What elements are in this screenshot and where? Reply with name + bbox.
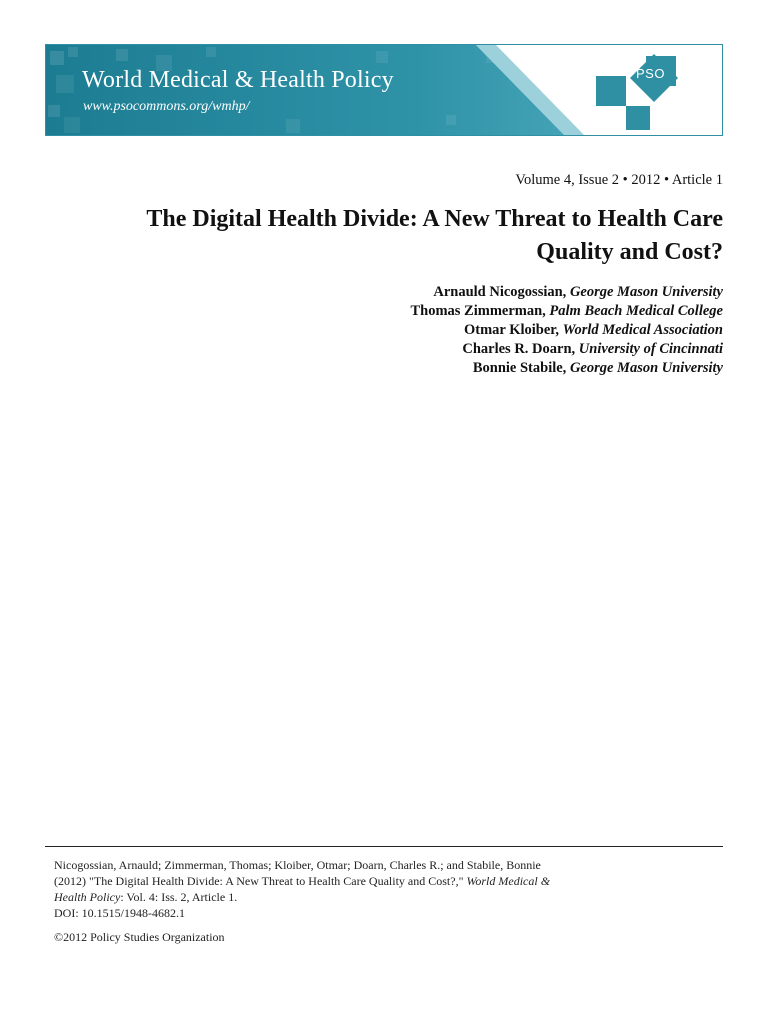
author-affiliation: George Mason University — [569, 360, 723, 376]
author-name: Charles R. Doarn, — [462, 341, 576, 357]
author-name: Otmar Kloiber, — [463, 322, 560, 338]
article-title-line-2: Quality and Cost? — [536, 239, 723, 265]
journal-title: World Medical & Health Policy — [82, 67, 394, 93]
citation-journal-part-2: & Health Policy — [54, 874, 551, 904]
author-entry — [410, 302, 723, 321]
author-entry — [410, 321, 723, 340]
journal-url[interactable]: www.psocommons.org/wmhp/ — [83, 99, 250, 114]
pso-logo-icon — [594, 48, 684, 134]
citation-volume: : Vol. 4: Iss. 2, Article 1. — [120, 890, 238, 904]
author-entry — [410, 340, 723, 359]
author-affiliation: University of Cincinnati — [578, 341, 723, 357]
author-entry — [410, 359, 723, 378]
author-name: Thomas Zimmerman, — [410, 303, 546, 319]
article-title — [83, 203, 723, 269]
journal-banner — [45, 44, 723, 136]
volume-issue: Volume 4, Issue 2 • 2012 • Article 1 — [515, 172, 723, 188]
citation-block — [54, 857, 574, 921]
citation-authors: Nicogossian, Arnauld; Zimmerman, Thomas; Kloiber, Otmar; Doarn, Charles R.; and Stabile, Bonnie — [54, 858, 541, 872]
article-title-line-1: The Digital Health Divide: A New Threat to Health Care — [146, 206, 723, 232]
author-affiliation: George Mason University — [569, 284, 723, 300]
citation-title: (2012) "The Digital Health Divide: A New Threat to Health Care Quality and Cost?," — [54, 874, 467, 888]
author-name: Bonnie Stabile, — [472, 360, 567, 376]
footer-divider — [45, 846, 723, 847]
author-list — [410, 283, 723, 378]
author-affiliation: World Medical Association — [562, 322, 723, 338]
citation-doi[interactable]: DOI: 10.1515/1948-4682.1 — [54, 906, 185, 920]
citation-journal-part-1: World Medical — [466, 874, 538, 888]
pso-logo-text: PSO — [636, 66, 665, 81]
author-entry — [410, 283, 723, 302]
author-name: Arnauld Nicogossian, — [433, 284, 567, 300]
copyright-notice: ©2012 Policy Studies Organization — [54, 930, 225, 944]
author-affiliation: Palm Beach Medical College — [549, 303, 723, 319]
